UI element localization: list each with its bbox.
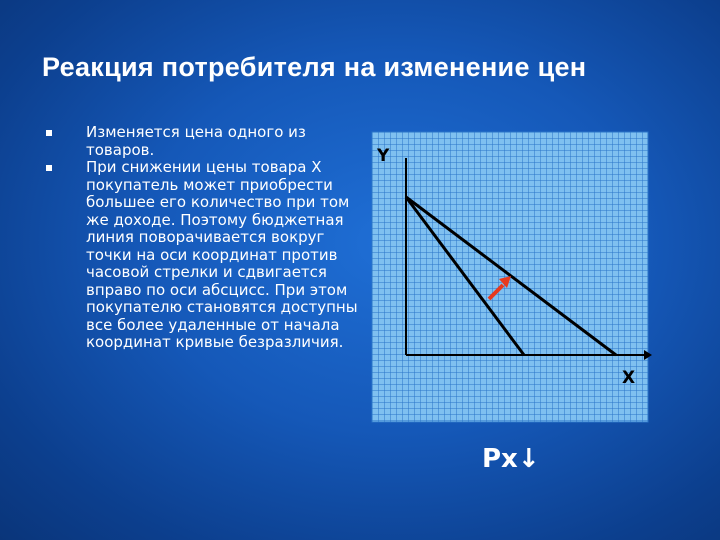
price-label-text: Px (482, 444, 518, 474)
y-axis-label: Y (377, 146, 390, 166)
bullet-text: Изменяется цена одного из товаров. (86, 123, 306, 159)
x-axis-label: X (622, 368, 636, 388)
down-arrow-icon: ↓ (517, 444, 540, 474)
bullet-text: При снижении цены товара Х покупатель может приобрести большее его количество при том же доходе. Поэтому бюджетная линия поворачивается вокруг точки на оси координат против часовой стрелки и сдвигается вправо по оси абсцисс. При этом покупателю становятся доступны все более удаленные от начала координат кривые безразличия. (86, 158, 358, 351)
price-change-label (482, 444, 540, 474)
slide-title: Реакция потребителя на изменение цен (42, 52, 587, 82)
